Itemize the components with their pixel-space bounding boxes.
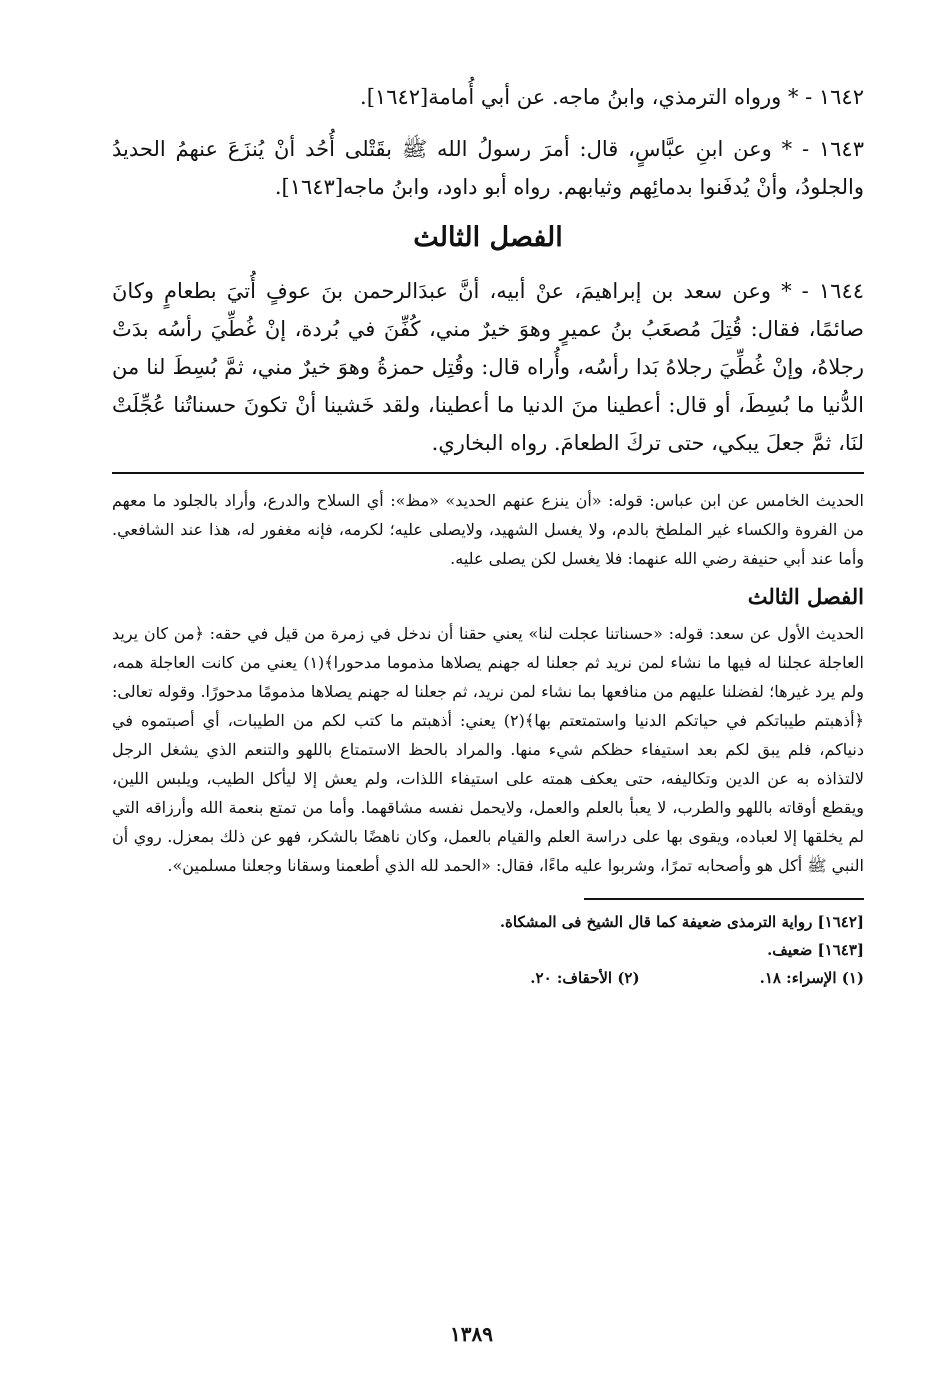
hadith-1644: ١٦٤٤ - * وعن سعد بن إبراهيمَ، عنْ أبيه، أنَّ عبدَالرحمن بنَ عوفٍ أُتيَ بطعامٍ وكانَ صائمًا، فقال: قُتِلَ مُصعَبُ بنُ عميرٍ وهوَ خيرٌ مني، كُفِّنَ في بُردة، إنْ غُطِّيَ رأسُه بدَتْ رجلاهُ، وإنْ غُطِّيَ رجلاهُ بَدا رأسُه، وأُراه قال: وقُتِل حمزةُ وهوَ خيرٌ مني، ثمَّ بُسِطَ لنا من الدُّنيا ما بُسِطَ، أو قال: أعطينا منَ الدنيا ما أعطينا، ولقد خَشينا أنْ تكونَ حسناتُنا عُجِّلَتْ لنَا، ثمَّ جعلَ يبكي، حتى تركَ الطعامَ. رواه البخاري. bbox=[112, 279, 865, 455]
footnote-1642: [١٦٤٢] رواية الترمذى ضعيفة كما قال الشيخ فى المشكاة. bbox=[499, 913, 864, 931]
hadith-1642: ١٦٤٢ - * ورواه الترمذي، وابنُ ماجه. عن أبي أُمامة[١٦٤٢]. bbox=[360, 85, 864, 109]
commentary-chapter-title: الفصل الثالث bbox=[747, 584, 864, 609]
chapter-title: الفصل الثالث bbox=[413, 222, 563, 253]
hadith-text bbox=[112, 78, 864, 462]
page-number: ١٣٨٩ bbox=[450, 1322, 493, 1346]
commentary bbox=[112, 486, 864, 880]
hadith-1643: ١٦٤٣ - * وعن ابنِ عبَّاسٍ، قال: أمرَ رسولُ الله ﷺ بقَتْلى أُحُد أنْ يُنزَعَ عنهمُ الحديدُ والجلودُ، وأنْ يُدفَنوا بدمائِهم وثيابهم. رواه أبو داود، وابنُ ماجه[١٦٤٣]. bbox=[112, 137, 864, 199]
footnote-ref-2: (٢) الأحقاف: ٢٠. bbox=[530, 969, 640, 987]
footnotes bbox=[112, 908, 864, 992]
footnote-references bbox=[112, 964, 864, 992]
page-content bbox=[112, 78, 864, 992]
footnote-ref-1: (١) الإسراء: ١٨. bbox=[759, 969, 864, 987]
commentary-paragraph-2: الحديث الأول عن سعد: قوله: «حسناتنا عجلت لنا» يعني حقنا أن ندخل في زمرة من قيل في حقه: ﴿من كان يريد العاجلة عجلنا له فيها ما نشاء لمن نريد ثم جعلنا له جهنم يصلاها مذموما مدحورا﴾(١) يعني من كانت العاجلة همه، ولم يرد غيرها؛ لفضلنا عليهم من منافعها بما نشاء لمن نريد، ثم جعلنا له جهنم يصلاها مذمومًا مدحورًا. وقوله تعالى: ﴿أذهبتم طيباتكم في حياتكم الدنيا واستمتعتم بها﴾(٢) يعني: أذهبتم ما كتب لكم من الطيبات، أي أصبتموه في دنياكم، فلم يبق لكم بعد استيفاء حظكم شيء منها. والمراد بالحظ الاستمتاع باللهو والتنعم الذي يشغل الرجل لالتذاذه به عن الدين وتكاليفه، حتى يعكف همته على استيفاء اللذات، ولم يعش إلا ليأكل الطيب، ويلبس اللين، ويقطع أوقاته باللهو والطرب، لا يعبأ بالعلم والعمل، ولايحمل نفسه مشاقهما. وأما من تمتع بنعمة الله وأرزاقه التي لم يخلقها إلا لعباده، ويقوى بها على دراسة العلم والقيام بالعمل، وكان ناهضًا بالشكر، فهو عن ذلك بمعزل. روي أن النبي ﷺ أكل هو وأصحابه تمرًا، وشربوا عليه ماءًا، فقال: «الحمد لله الذي أطعمنا وسقانا وجعلنا مسلمين». bbox=[112, 624, 865, 875]
section-divider bbox=[112, 472, 864, 474]
footnote-1643: [١٦٤٣] ضعيف. bbox=[767, 941, 864, 959]
commentary-paragraph-1: الحديث الخامس عن ابن عباس: قوله: «أن ينزع عنهم الحديد» «مظ»: أي السلاح والدرع، وأراد بالجلود ما معهم من الفروة والكساء غير الملطخ بالدم، ولا يغسل الشهيد، ولايصلى عليه؛ لكرمه، فإنه مغفور له، هذا عند الشافعي. وأما عند أبي حنيفة رضي الله عنهما: فلا يغسل لكن يصلى عليه. bbox=[112, 491, 864, 568]
footnote-divider bbox=[584, 898, 864, 900]
